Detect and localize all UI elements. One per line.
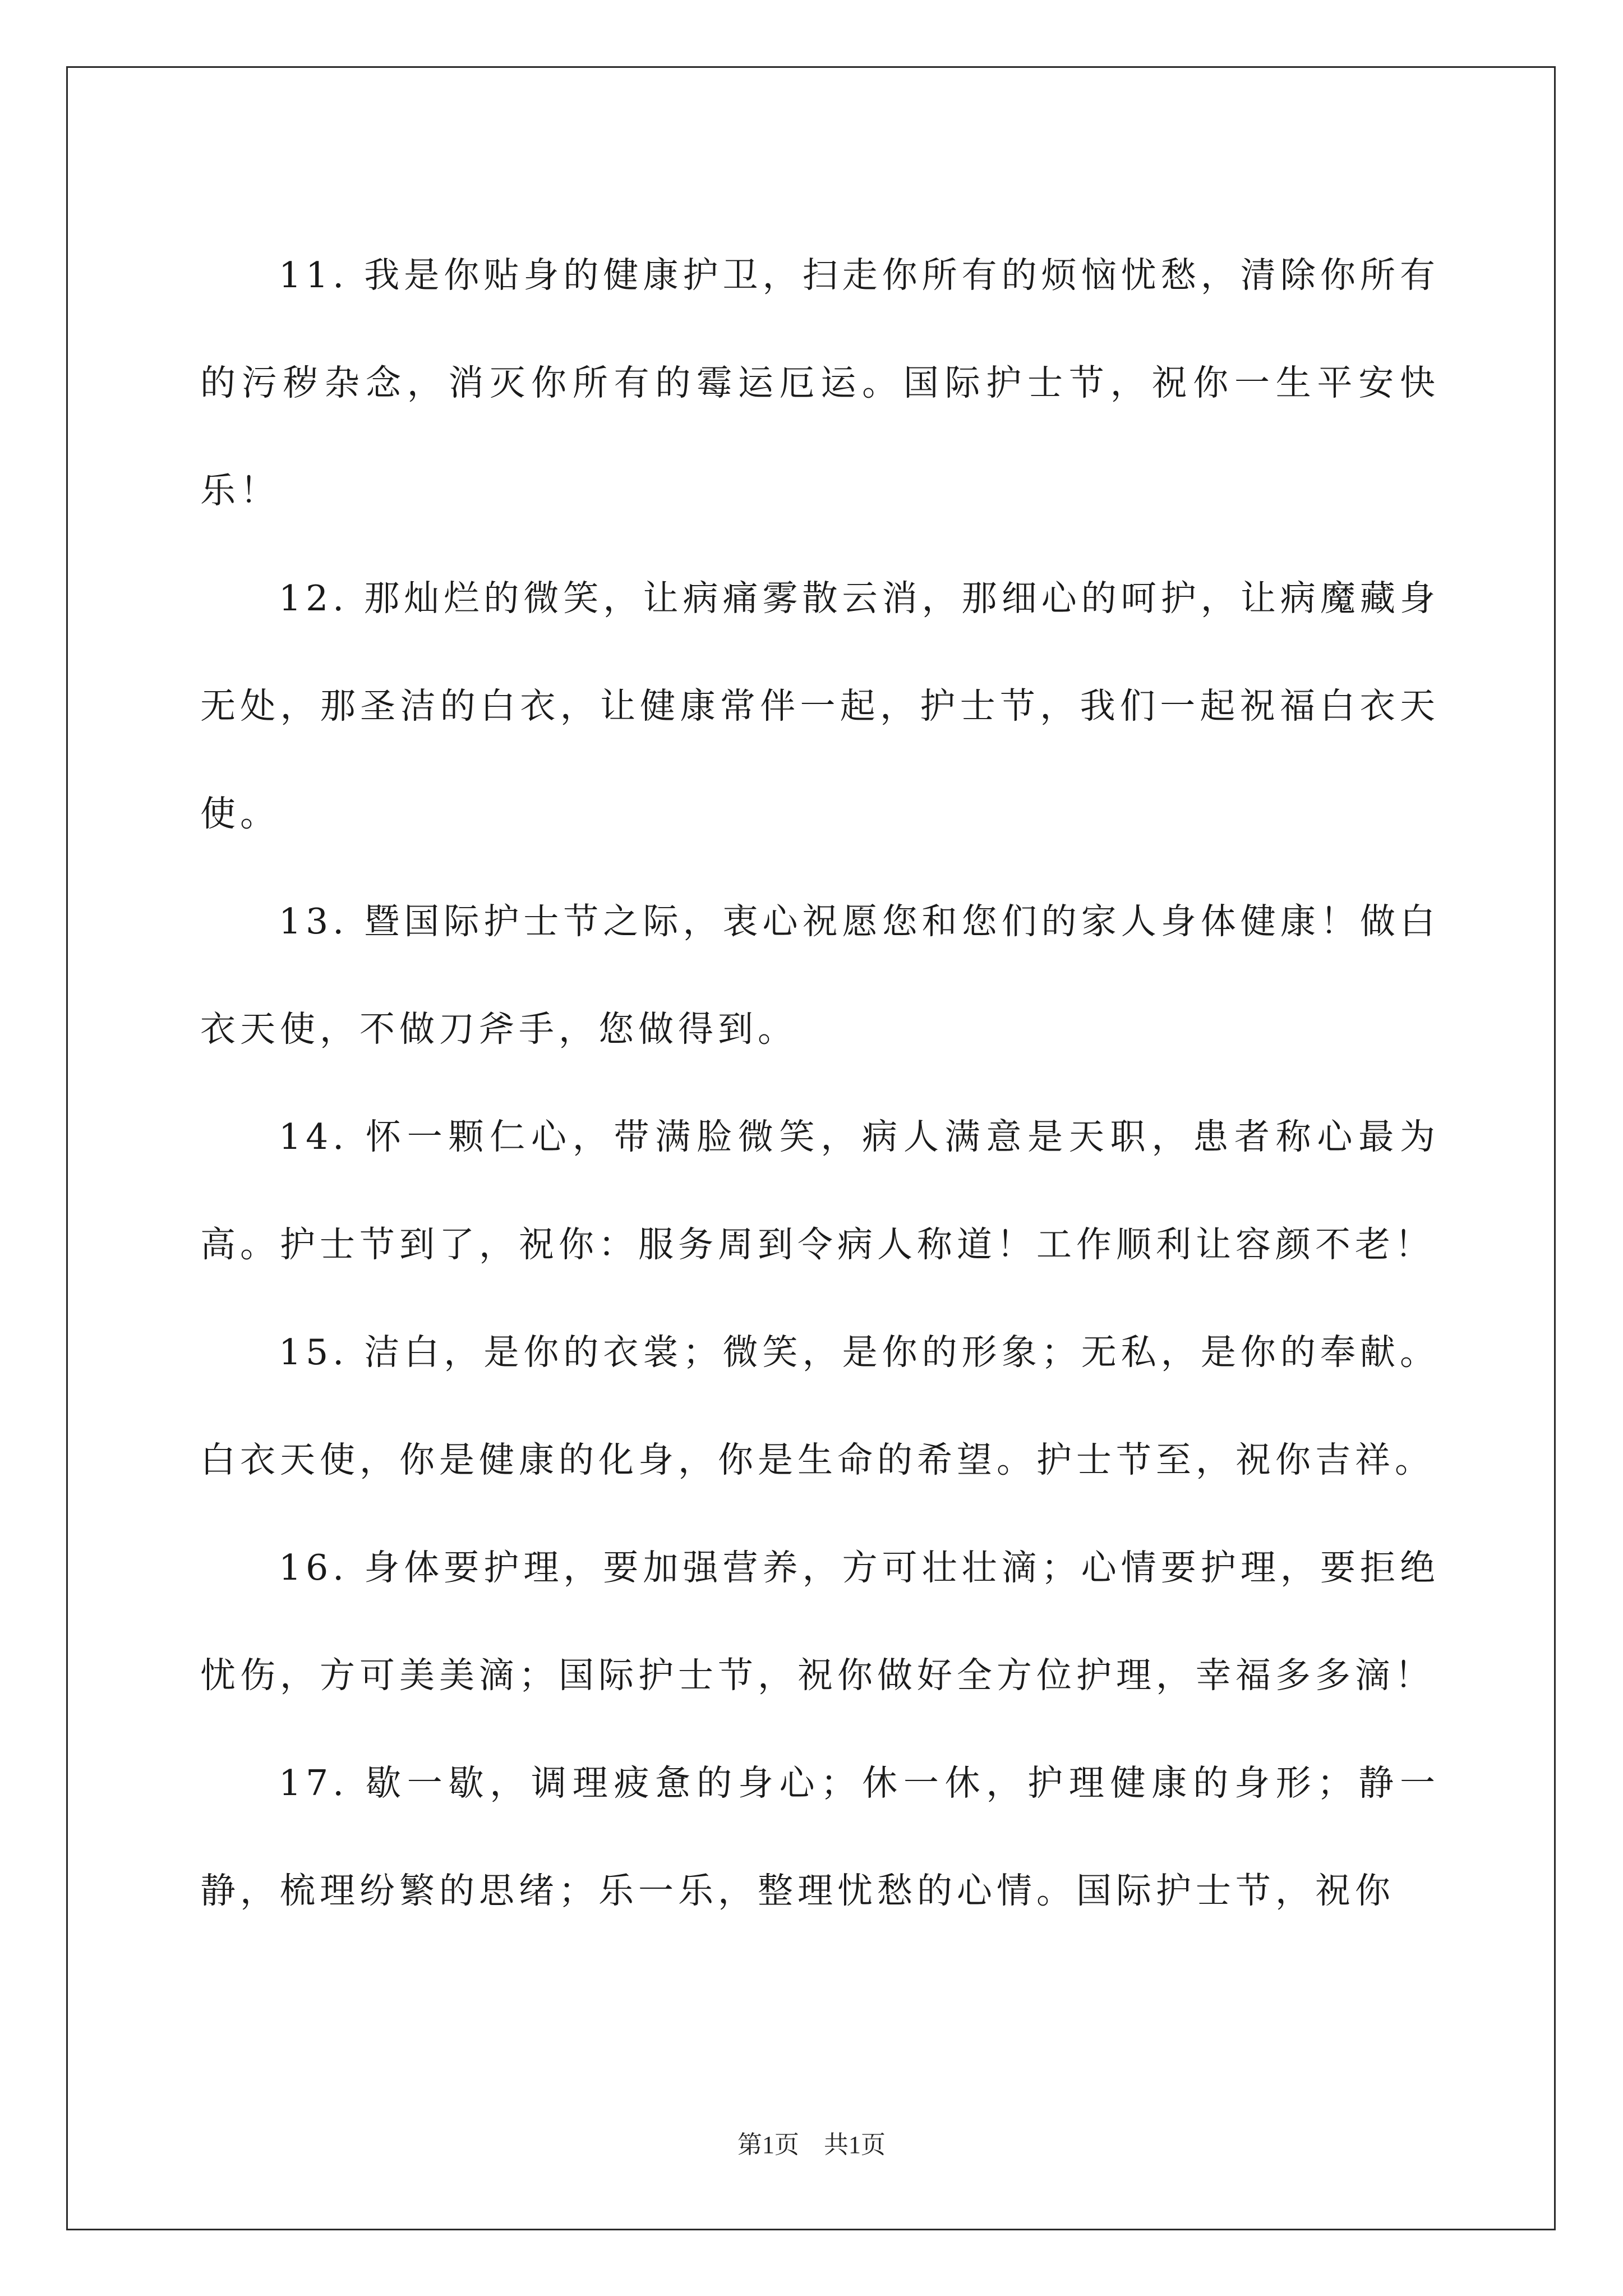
paragraph-11: 11. 我是你贴身的健康护卫，扫走你所有的烦恼忧愁，清除你所有的污秽杂念，消灭你所有的霉运厄运。国际护士节，祝你一生平安快乐！ <box>200 255 1440 511</box>
document-body <box>200 222 1440 1945</box>
paragraph-17: 17. 歇一歇，调理疲惫的身心；休一休，护理健康的身形；静一静，梳理纷繁的思绪；乐一乐，整理忧愁的心情。国际护士节，祝你 <box>200 1763 1440 1911</box>
paragraph-15: 15. 洁白，是你的衣裳；微笑，是你的形象；无私，是你的奉献。白衣天使，你是健康的化身，你是生命的希望。护士节至，祝你吉祥。 <box>200 1332 1440 1480</box>
paragraph-13: 13. 暨国际护士节之际，衷心祝愿您和您们的家人身体健康！做白衣天使，不做刀斧手，您做得到。 <box>200 901 1440 1050</box>
paragraph-16: 16. 身体要护理，要加强营养，方可壮壮滴；心情要护理，要拒绝忧伤，方可美美滴；国际护士节，祝你做好全方位护理，幸福多多滴！ <box>200 1547 1440 1696</box>
page-number-current: 第1页 <box>737 2131 799 2159</box>
page-number-total: 共1页 <box>824 2131 886 2159</box>
paragraph-12: 12. 那灿烂的微笑，让病痛雾散云消，那细心的呵护，让病魔藏身无处，那圣洁的白衣，让健康常伴一起，护士节，我们一起祝福白衣天使。 <box>200 578 1440 834</box>
page-footer <box>0 2124 1623 2160</box>
paragraph-14: 14. 怀一颗仁心，带满脸微笑，病人满意是天职，患者称心最为高。护士节到了，祝你：服务周到令病人称道！工作顺利让容颜不老！ <box>200 1116 1440 1265</box>
